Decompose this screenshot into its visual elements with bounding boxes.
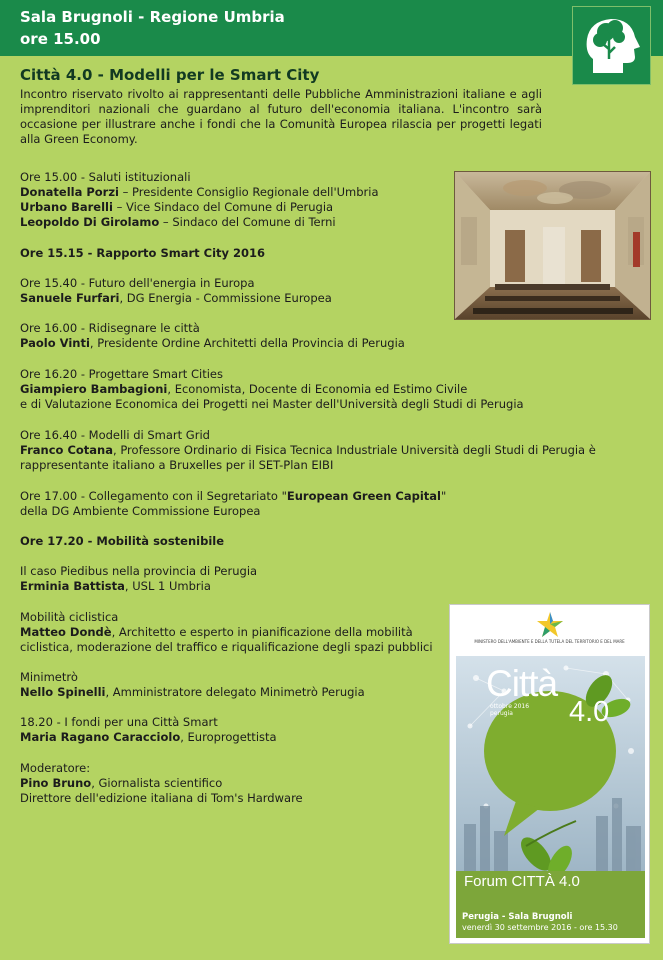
- program-block-green-capital: [20, 489, 660, 519]
- speaker-role: , Giornalista scientifico: [91, 776, 223, 790]
- speaker-name: Urbano Barelli: [20, 200, 113, 214]
- program-time: Ore 15.15 - Rapporto Smart City 2016: [20, 246, 266, 260]
- speaker-role: , Professore Ordinario di Fisica Tecnica Industriale Università degli Studi di Perugia è: [113, 443, 596, 457]
- speaker-role-continued: Direttore dell'edizione italiana di Tom's Hardware: [20, 791, 303, 805]
- poster-month: [490, 703, 529, 717]
- start-time: ore 15.00: [20, 30, 101, 48]
- speaker-line: [20, 443, 660, 458]
- speaker-role-continued: e di Valutazione Economica dei Progetti nei Master dell'Università degli Studi di Perugia: [20, 397, 524, 411]
- speaker-role: , Architetto e esperto in pianificazione della mobilità: [111, 625, 413, 639]
- speaker-name: Erminia Battista: [20, 579, 125, 593]
- program-time: Ore 15.00 - Saluti istituzionali: [20, 170, 191, 184]
- program-block-piedibus: [20, 564, 660, 594]
- program-block-mobility: [20, 534, 660, 549]
- program-topic: Moderatore:: [20, 761, 91, 775]
- poster-citta-title: Città: [486, 663, 558, 704]
- program-time-suffix: ": [440, 489, 447, 503]
- program-topic: Minimetrò: [20, 670, 78, 684]
- speaker-name: Matteo Dondè: [20, 625, 112, 639]
- speaker-name: Donatella Porzi: [20, 185, 119, 199]
- speaker-name: Nello Spinelli: [20, 685, 106, 699]
- speaker-line: [20, 336, 660, 351]
- speaker-name: Giampiero Bambagioni: [20, 382, 168, 396]
- speaker-role: – Sindaco del Comune di Terni: [159, 215, 336, 229]
- program-block-cities: [20, 321, 660, 351]
- event-title: Città 4.0 - Modelli per le Smart City: [20, 66, 320, 84]
- speaker-line: [20, 579, 660, 594]
- venue-title: Sala Brugnoli - Regione Umbria: [20, 8, 285, 26]
- speaker-name: Maria Ragano Caracciolo: [20, 730, 181, 744]
- speaker-role: , USL 1 Umbria: [124, 579, 211, 593]
- program-time: Ore 15.40 - Futuro dell'energia in Europa: [20, 276, 255, 290]
- program-time: Ore 16.00 - Ridisegnare le città: [20, 321, 200, 335]
- poster-date: venerdì 30 settembre 2016 - ore 15.30: [462, 923, 618, 932]
- program-time: Ore 16.20 - Progettare Smart Cities: [20, 367, 223, 381]
- program-topic: Mobilità ciclistica: [20, 610, 119, 624]
- speaker-role: – Vice Sindaco del Comune di Perugia: [112, 200, 334, 214]
- ministry-label: MINISTERO DELL'AMBIENTE E DELLA TUTELA DEL TERRITORIO E DEL MARE: [474, 639, 625, 644]
- green-capital-label: European Green Capital: [286, 489, 441, 503]
- speaker-role-continued: ciclistica, moderazione del traffico e riqualificazione degli spazi pubblici: [20, 640, 433, 654]
- speaker-role: , Economista, Docente di Economia ed Estimo Civile: [167, 382, 468, 396]
- speaker-role: , Presidente Ordine Architetti della Provincia di Perugia: [89, 336, 405, 350]
- poster-city-small: perugia: [490, 710, 513, 717]
- speaker-role: , DG Energia - Commissione Europea: [119, 291, 332, 305]
- program-time: Ore 16.40 - Modelli di Smart Grid: [20, 428, 210, 442]
- program-topic: Il caso Piedibus nella provincia di Perugia: [20, 564, 258, 578]
- program-detail: della DG Ambiente Commissione Europea: [20, 504, 261, 518]
- poster-forum-title: Forum CITTÀ 4.0: [464, 873, 580, 890]
- header-bar: [0, 0, 663, 56]
- speaker-name: Sanuele Furfari: [20, 291, 120, 305]
- program-time-prefix: Ore 17.00 - Collegamento con il Segretariato ": [20, 489, 287, 503]
- program-block-smart-cities: [20, 367, 660, 412]
- event-intro: Incontro riservato rivolto ai rappresentanti delle Pubbliche Amministrazioni italiane e agli imprenditori nazionali che guardano al futuro dell'economia italiana. L'incontro sarà occasione per illustrare anche i fondi che la Comunità Europea rilascia per progetti legati alla Green Economy.: [20, 87, 542, 146]
- program-block-smart-grid: [20, 428, 660, 473]
- poster-band: [456, 871, 645, 938]
- hall-photo: [454, 171, 651, 320]
- speaker-line: [20, 382, 660, 397]
- speaker-role: – Presidente Consiglio Regionale dell'Umbria: [118, 185, 379, 199]
- program-time: [20, 489, 660, 504]
- speaker-name: Pino Bruno: [20, 776, 92, 790]
- poster-month-label: ottobre 2016: [490, 703, 530, 710]
- speaker-name: Paolo Vinti: [20, 336, 90, 350]
- tree-head-icon: [572, 6, 651, 85]
- speaker-role-continued: rappresentante italiano a Bruxelles per il SET-Plan EIBI: [20, 458, 334, 472]
- speaker-name: Franco Cotana: [20, 443, 114, 457]
- ministry-star-icon: [536, 611, 564, 638]
- poster-place: Perugia - Sala Brugnoli: [462, 912, 573, 922]
- speaker-name: Leopoldo Di Girolamo: [20, 215, 160, 229]
- speaker-role: , Europrogettista: [180, 730, 277, 744]
- program-topic: 18.20 - I fondi per una Città Smart: [20, 715, 218, 729]
- speaker-role: , Amministratore delegato Minimetrò Perugia: [105, 685, 365, 699]
- poster-version: 4.0: [569, 696, 610, 728]
- program-time: Ore 17.20 - Mobilità sostenibile: [20, 534, 225, 548]
- event-poster: [449, 604, 650, 944]
